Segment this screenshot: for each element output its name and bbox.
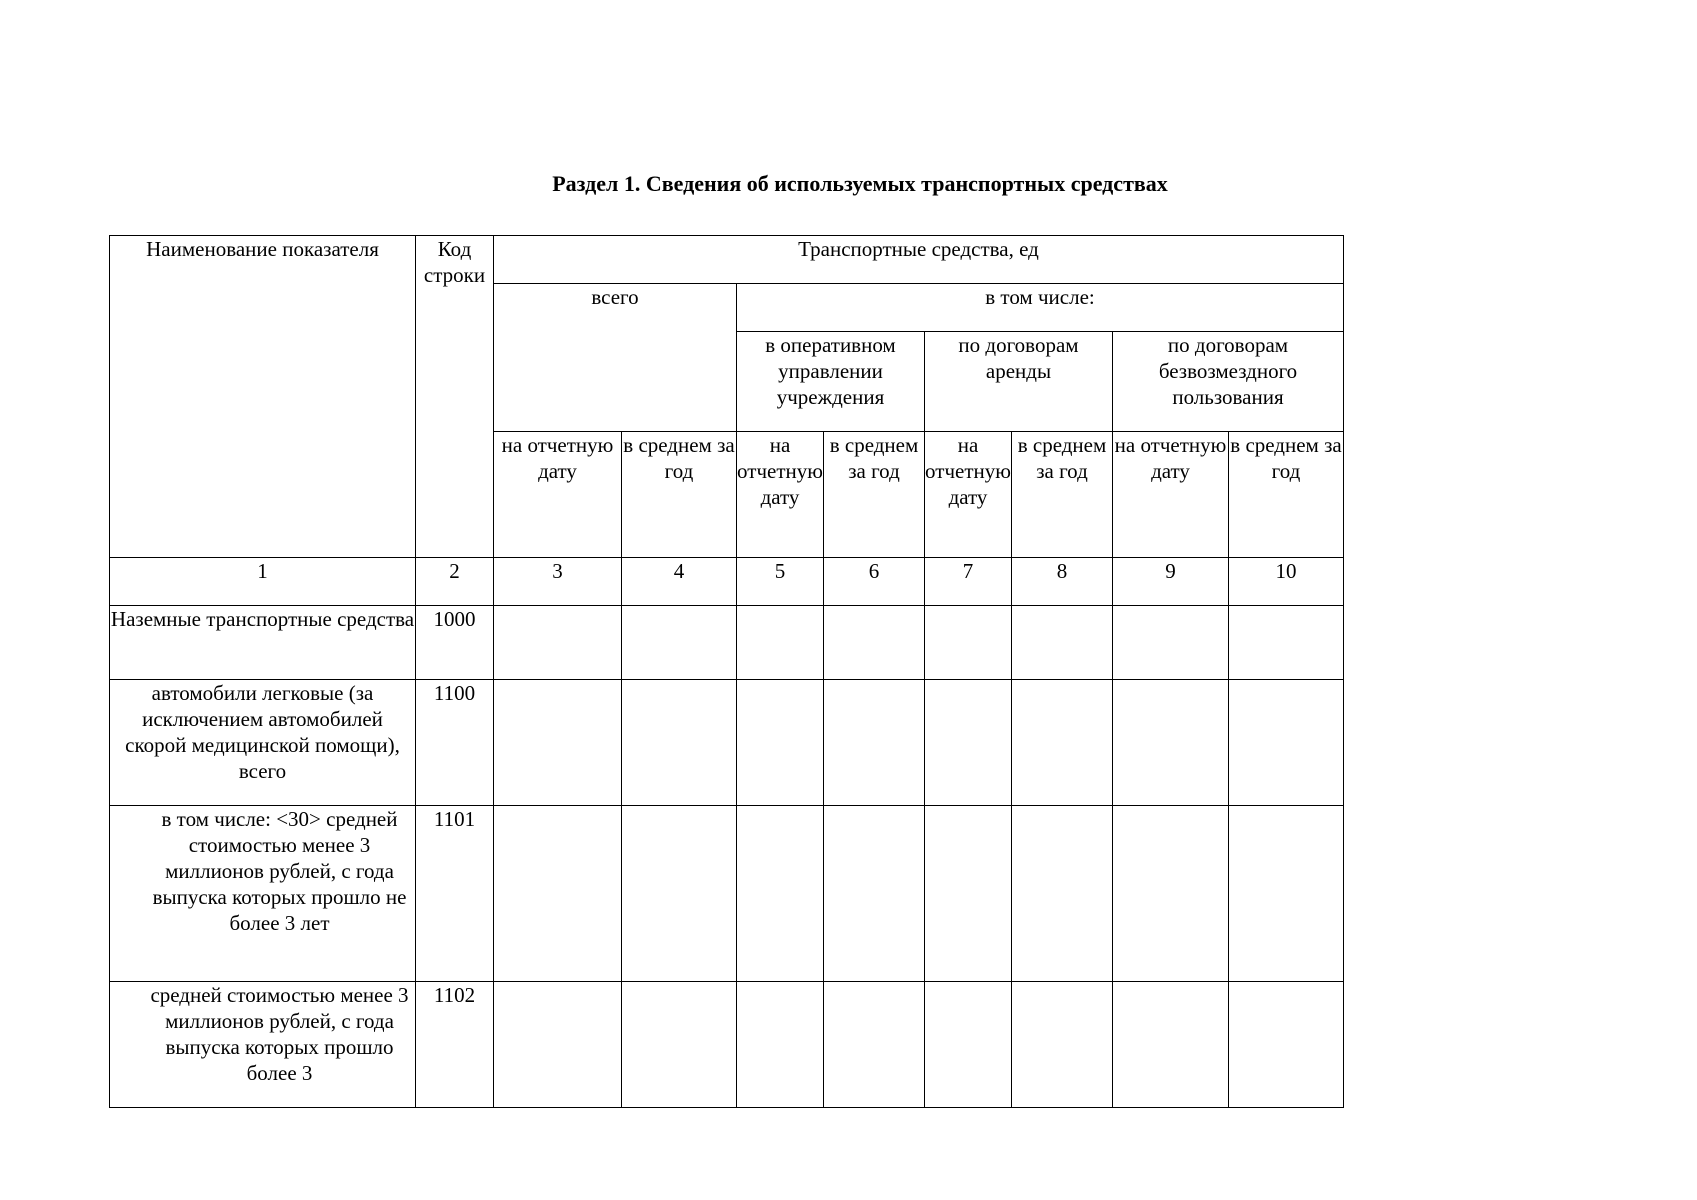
row-name: в том числе: <30> средней стоимостью менее 3 миллионов рублей, с года выпуска которых прошло не более 3 лет [110, 806, 416, 982]
data-cell [494, 680, 622, 806]
row-name: автомобили легковые (за исключением автомобилей скорой медицинской помощи), всего [110, 680, 416, 806]
data-cell [622, 806, 737, 982]
data-cell [1113, 606, 1229, 680]
header-col-10: в среднем за год [1229, 432, 1344, 558]
header-operative-management: в оперативном управлении учреждения [737, 332, 925, 432]
row-code: 1000 [416, 606, 494, 680]
row-code: 1101 [416, 806, 494, 982]
data-cell [1229, 680, 1344, 806]
row-name: Наземные транспортные средства [110, 606, 416, 680]
table-row [110, 680, 1344, 806]
data-cell [925, 982, 1012, 1108]
data-cell [824, 680, 925, 806]
header-col-9: на отчетную дату [1113, 432, 1229, 558]
table-row [110, 806, 1344, 982]
header-transport-units: Транспортные средства, ед [494, 236, 1344, 284]
data-cell [1229, 982, 1344, 1108]
header-line-code: Код строки [416, 236, 494, 558]
data-cell [925, 806, 1012, 982]
data-cell [1012, 806, 1113, 982]
header-col-8: в среднем за год [1012, 432, 1113, 558]
header-rent-contracts: по договорам аренды [925, 332, 1113, 432]
data-cell [737, 680, 824, 806]
data-cell [925, 680, 1012, 806]
column-number: 8 [1012, 558, 1113, 606]
row-code: 1100 [416, 680, 494, 806]
data-cell [1113, 806, 1229, 982]
header-including: в том числе: [737, 284, 1344, 332]
column-numbers-row [110, 558, 1344, 606]
table-row [110, 606, 1344, 680]
data-cell [824, 606, 925, 680]
data-cell [622, 606, 737, 680]
column-number: 6 [824, 558, 925, 606]
section-title: Раздел 1. Сведения об используемых транспортных средствах [552, 171, 1168, 196]
table-row [110, 982, 1344, 1108]
header-row-1 [110, 236, 1344, 284]
column-number: 7 [925, 558, 1012, 606]
header-total: всего [494, 284, 737, 432]
data-cell [494, 606, 622, 680]
header-col-3: на отчетную дату [494, 432, 622, 558]
transport-table [109, 235, 1344, 1108]
row-name: средней стоимостью менее 3 миллионов рублей, с года выпуска которых прошло более 3 [110, 982, 416, 1108]
data-cell [622, 982, 737, 1108]
data-cell [737, 806, 824, 982]
column-number: 1 [110, 558, 416, 606]
header-col-4: в среднем за год [622, 432, 737, 558]
column-number: 2 [416, 558, 494, 606]
data-cell [1113, 982, 1229, 1108]
column-number: 9 [1113, 558, 1229, 606]
header-col-6: в среднем за год [824, 432, 925, 558]
header-indicator-name: Наименование показателя [110, 236, 416, 558]
data-cell [824, 806, 925, 982]
data-cell [1113, 680, 1229, 806]
data-cell [737, 606, 824, 680]
column-number: 10 [1229, 558, 1344, 606]
column-number: 5 [737, 558, 824, 606]
column-number: 3 [494, 558, 622, 606]
data-cell [737, 982, 824, 1108]
data-cell [1012, 680, 1113, 806]
data-cell [622, 680, 737, 806]
data-cell [1229, 806, 1344, 982]
column-number: 4 [622, 558, 737, 606]
data-cell [824, 982, 925, 1108]
data-cell [1012, 982, 1113, 1108]
data-cell [925, 606, 1012, 680]
data-cell [1012, 606, 1113, 680]
header-free-use-contracts: по договорам безвозмездного пользования [1113, 332, 1344, 432]
data-cell [494, 982, 622, 1108]
header-col-7: на отчетную дату [925, 432, 1012, 558]
data-cell [1229, 606, 1344, 680]
data-cell [494, 806, 622, 982]
row-code: 1102 [416, 982, 494, 1108]
header-col-5: на отчетную дату [737, 432, 824, 558]
